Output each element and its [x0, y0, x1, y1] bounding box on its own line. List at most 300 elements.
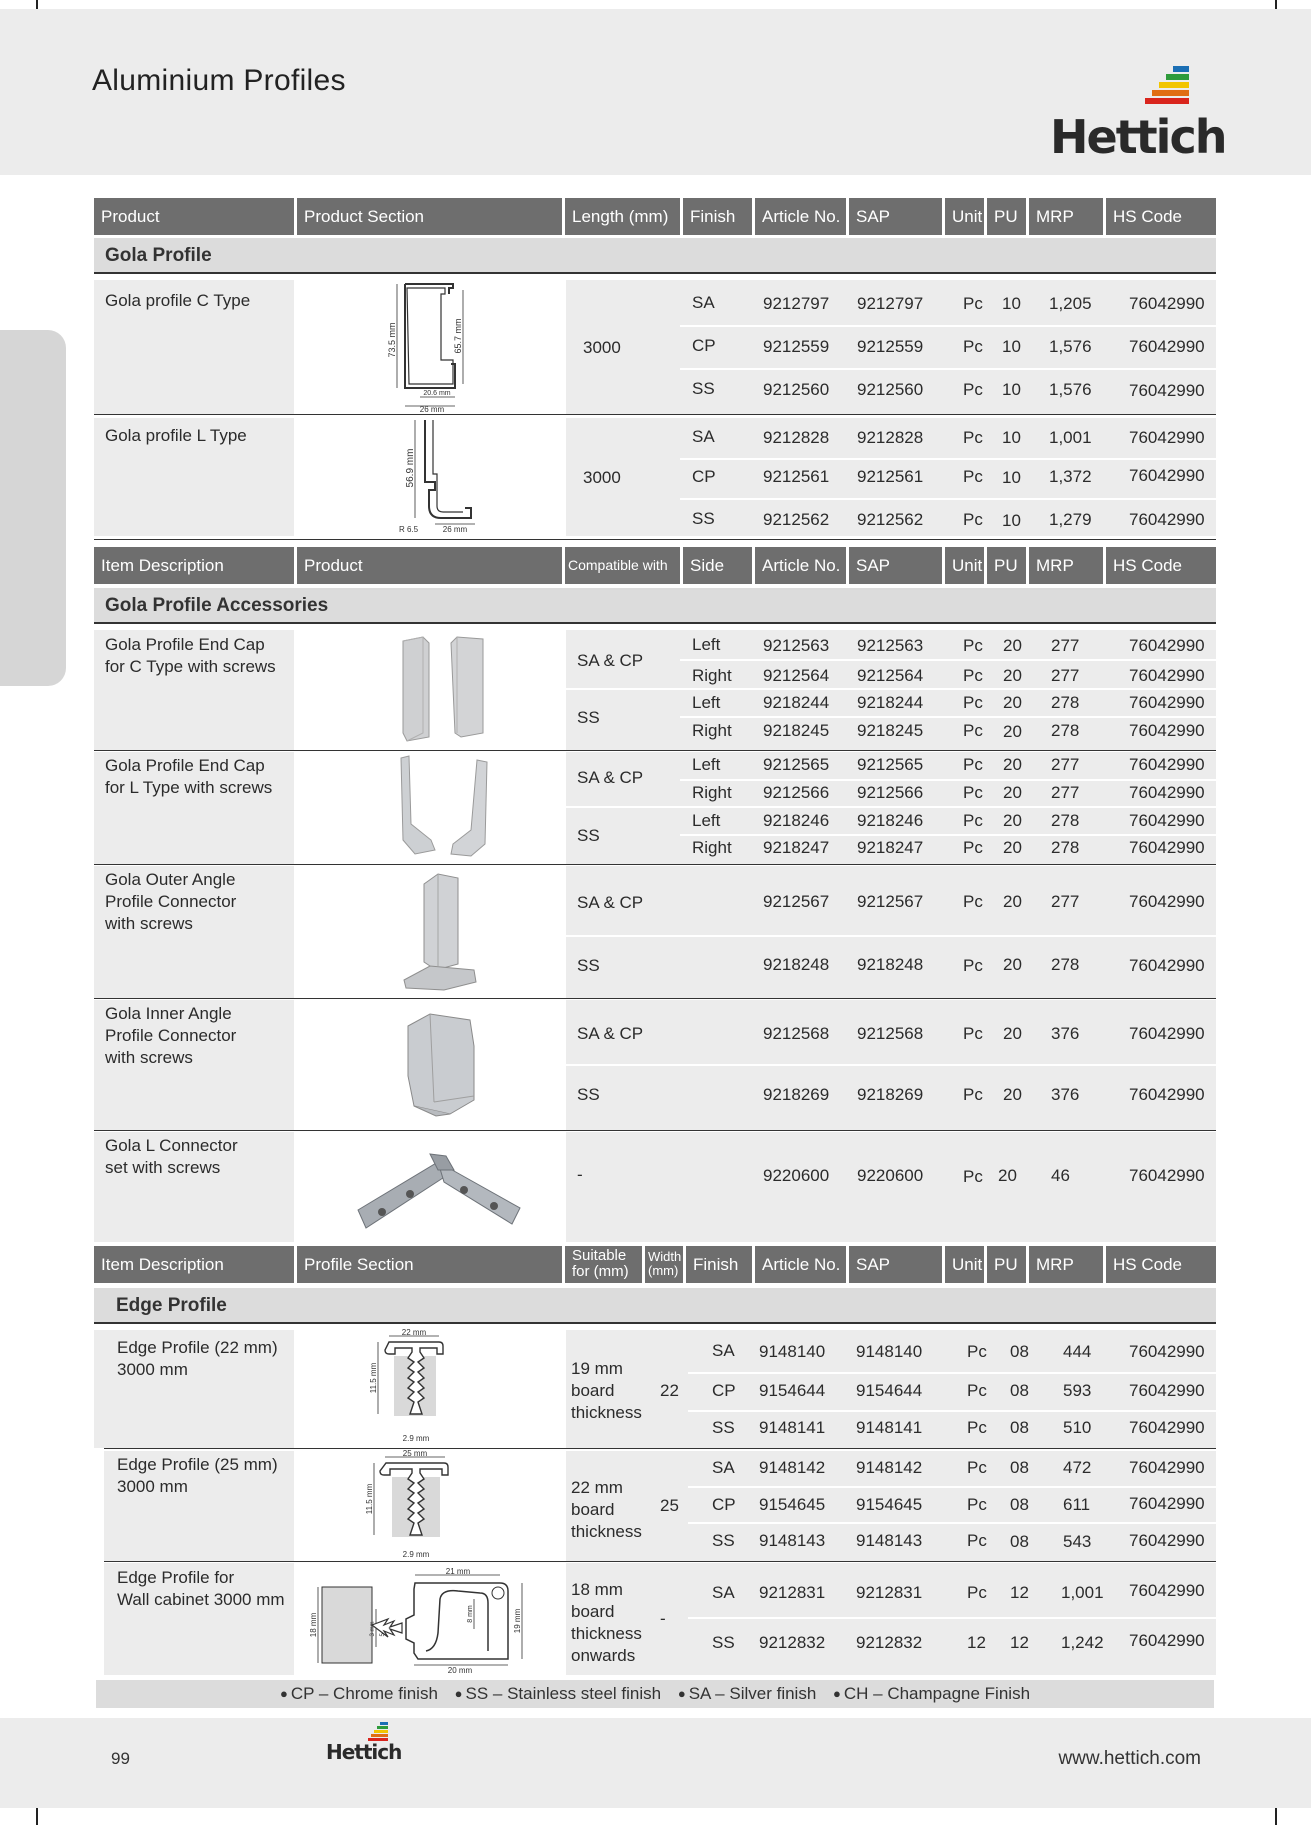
mrp-cell: 593: [1063, 1381, 1092, 1400]
mrp-cell: 1,205: [1049, 294, 1092, 313]
side-cell: Right: [692, 721, 732, 740]
sap-cell: 9154644: [856, 1381, 923, 1400]
finish-cell: CP: [692, 467, 716, 486]
mrp-cell: 278: [1051, 838, 1080, 857]
desc-line: 3000 mm: [117, 1477, 188, 1496]
compat-cell: SA & CP: [577, 651, 644, 670]
col-unit: Unit: [945, 198, 987, 235]
desc-line: Gola Profile End Cap: [105, 635, 265, 654]
mrp-cell: 278: [1051, 811, 1080, 830]
item-description: [117, 1454, 278, 1498]
hs-cell: 76042990: [1129, 892, 1205, 911]
item-description: [105, 1003, 236, 1069]
gola-l-section-diagram: [395, 418, 485, 536]
row-divider: [104, 1561, 1216, 1562]
article-cell: 9212566: [763, 783, 830, 802]
mrp-cell: 277: [1051, 892, 1080, 911]
desc-line: Edge Profile (25 mm): [117, 1455, 278, 1474]
desc-line: Gola L Connector: [105, 1136, 238, 1155]
sap-cell: 9212562: [857, 510, 924, 529]
compat-cell: SA & CP: [577, 768, 644, 787]
mrp-cell: 277: [1051, 666, 1080, 685]
sap-cell: 9212560: [857, 380, 924, 399]
col-pu: PU: [987, 1246, 1029, 1283]
mrp-cell: 510: [1063, 1418, 1092, 1437]
data-band: [566, 1132, 1216, 1242]
article-cell: 9218269: [763, 1085, 830, 1104]
unit-cell: Pc: [963, 811, 983, 830]
desc-line: Edge Profile for: [117, 1568, 235, 1587]
hs-cell: 76042990: [1129, 1458, 1205, 1477]
legend-text: CP – Chrome finish: [290, 1684, 438, 1703]
col-compatible: Compatible with: [565, 547, 683, 584]
item-description: [105, 755, 272, 799]
pu-cell: 20: [1003, 693, 1022, 712]
section-title: Gola Profile Accessories: [105, 595, 329, 616]
hs-cell: 76042990: [1129, 956, 1205, 975]
dim-label: 18 mm: [309, 1612, 318, 1638]
pu-cell: 20: [1003, 838, 1022, 857]
desc-line: set with screws: [105, 1158, 221, 1177]
dim-label: 22 mm: [401, 1328, 427, 1337]
hs-cell: 76042990: [1129, 1494, 1205, 1513]
sap-cell: 9212797: [857, 294, 924, 313]
crop-mark: [1275, 1805, 1277, 1825]
finish-cell: SA: [712, 1341, 735, 1360]
dim-label: 20.6 mm: [423, 390, 451, 397]
sap-cell: 9218248: [857, 955, 924, 974]
mrp-cell: 1,001: [1049, 428, 1092, 447]
row-divider: [94, 864, 1216, 865]
pu-cell: 12: [1010, 1633, 1029, 1652]
logo-stripe-yellow: [374, 1730, 388, 1733]
suitable-line: onwards: [571, 1646, 636, 1665]
finish-legend: [96, 1680, 1214, 1708]
finish-cell: SA: [712, 1458, 735, 1477]
col-width: Width (mm): [645, 1246, 686, 1283]
suitable-line: 18 mm: [571, 1580, 623, 1599]
sap-cell: 9212567: [857, 892, 924, 911]
compat-cell: SS: [577, 708, 600, 727]
unit-cell: Pc: [967, 1495, 987, 1514]
row-divider: [688, 1486, 1216, 1488]
finish-cell: SA: [692, 293, 715, 312]
logo-stripe-blue: [380, 1722, 388, 1725]
logo-stripe-yellow: [1159, 82, 1189, 88]
pu-cell: 20: [1003, 892, 1022, 911]
row-divider: [566, 806, 1216, 808]
unit-cell: Pc: [963, 636, 983, 655]
logo-stripe-blue: [1173, 66, 1189, 72]
hs-cell: 76042990: [1129, 1381, 1205, 1400]
suitable-for-cell: [571, 1477, 642, 1543]
sap-cell: 9148140: [856, 1342, 923, 1361]
mrp-cell: 277: [1051, 783, 1080, 802]
legend-item: [678, 1684, 816, 1703]
unit-cell: Pc: [963, 428, 983, 447]
article-cell: 9212832: [759, 1633, 826, 1652]
desc-line: for L Type with screws: [105, 778, 273, 797]
hs-cell: 76042990: [1129, 783, 1205, 802]
pu-cell: 20: [1003, 955, 1022, 974]
finish-cell: SA: [692, 427, 715, 446]
logo-stripes: [1145, 66, 1190, 116]
compat-cell: SA & CP: [577, 1024, 644, 1043]
sap-cell: 9154645: [856, 1495, 923, 1514]
desc-line: 3000 mm: [117, 1360, 188, 1379]
col-hs: HS Code: [1106, 1246, 1216, 1283]
hs-cell: 76042990: [1129, 1531, 1205, 1550]
row-divider: [688, 1522, 1216, 1524]
length-value: 3000: [583, 468, 621, 487]
side-tab: [0, 330, 66, 686]
item-description: [105, 634, 276, 678]
logo-stripe-green: [1166, 74, 1189, 80]
product-name: Gola profile L Type: [105, 426, 247, 445]
hs-cell: 76042990: [1129, 1418, 1205, 1437]
col-unit: Unit: [945, 547, 987, 584]
finish-cell: CP: [692, 336, 716, 355]
mrp-cell: 472: [1063, 1458, 1092, 1477]
pu-cell: 08: [1010, 1458, 1029, 1477]
pu-cell: 10: [1002, 337, 1021, 356]
dim-label: 11.5 mm: [365, 1483, 374, 1515]
article-cell: 9218247: [763, 838, 830, 857]
suitable-line: board: [571, 1381, 615, 1400]
article-cell: 9154644: [759, 1381, 826, 1400]
row-divider: [680, 458, 1216, 460]
col-mrp: MRP: [1029, 547, 1106, 584]
dim-label: 56.9 mm: [405, 448, 416, 488]
row-divider: [104, 1448, 1216, 1449]
unit-cell: Pc: [963, 294, 983, 313]
article-cell: 9212831: [759, 1583, 826, 1602]
unit-cell: Pc: [963, 956, 983, 975]
article-cell: 9148141: [759, 1418, 826, 1437]
sap-cell: 9148141: [856, 1418, 923, 1437]
article-cell: 9212568: [763, 1024, 830, 1043]
mrp-cell: 277: [1051, 636, 1080, 655]
dim-label: 2.9 mm: [402, 1550, 430, 1559]
suitable-line: thickness: [571, 1403, 642, 1422]
col-suitable-for: Suitable for (mm): [565, 1246, 645, 1283]
unit-cell: Pc: [963, 467, 983, 486]
footer-url[interactable]: www.hettich.com: [1058, 1748, 1201, 1769]
suitable-for-cell: [571, 1579, 642, 1667]
sap-cell: 9148142: [856, 1458, 923, 1477]
unit-cell: Pc: [963, 1167, 983, 1186]
hs-cell: 76042990: [1129, 693, 1205, 712]
pu-cell: 20: [1003, 755, 1022, 774]
unit-cell: Pc: [963, 380, 983, 399]
desc-line: Profile Connector: [105, 1026, 237, 1045]
page-number: 99: [111, 1749, 130, 1768]
col-hs: HS Code: [1106, 547, 1216, 584]
article-cell: 9212563: [763, 636, 830, 655]
compat-cell: SA & CP: [577, 893, 644, 912]
row-divider: [680, 834, 1216, 836]
sap-cell: 9218247: [857, 838, 924, 857]
desc-line: with screws: [105, 1048, 193, 1067]
mrp-cell: 1,372: [1049, 467, 1092, 486]
accessories-header: [94, 547, 1216, 584]
hs-cell: 76042990: [1129, 337, 1205, 356]
dim-label: R 6.5: [399, 525, 419, 534]
section-accessories: [94, 588, 1216, 624]
section-edge-profile: [94, 1288, 1216, 1324]
finish-cell: CP: [712, 1381, 736, 1400]
edge-profile-wall-cabinet-diagram: [310, 1563, 540, 1675]
sap-cell: 9218246: [857, 811, 924, 830]
data-band: [566, 866, 1216, 998]
unit-cell: Pc: [967, 1342, 987, 1361]
desc-line: Wall cabinet 3000 mm: [117, 1590, 285, 1609]
row-divider: [566, 688, 1216, 690]
mrp-cell: 278: [1051, 693, 1080, 712]
pu-cell: 20: [1003, 1085, 1022, 1104]
col-length: Length (mm): [565, 198, 683, 235]
col-finish: Finish: [686, 1246, 755, 1283]
row-divider: [680, 716, 1216, 718]
dim-label: 19 mm: [513, 1608, 522, 1634]
suitable-line: thickness: [571, 1624, 642, 1643]
unit-cell: Pc: [967, 1583, 987, 1602]
mrp-cell: 1,576: [1049, 337, 1092, 356]
unit-cell: Pc: [963, 666, 983, 685]
sap-cell: 9212559: [857, 337, 924, 356]
item-description: [117, 1337, 278, 1381]
pu-cell: 10: [1002, 511, 1021, 530]
sap-cell: 9218245: [857, 721, 924, 740]
col-article: Article No.: [755, 1246, 849, 1283]
row-divider: [94, 1130, 1216, 1131]
width-cell: 22: [660, 1381, 679, 1400]
article-cell: 9148140: [759, 1342, 826, 1361]
pu-cell: 10: [1002, 380, 1021, 399]
mrp-cell: 1,576: [1049, 380, 1092, 399]
article-cell: 9212565: [763, 755, 830, 774]
article-cell: 9212797: [763, 294, 830, 313]
legend-item: [833, 1684, 1030, 1703]
unit-cell: Pc: [963, 337, 983, 356]
logo-stripe-orange: [1152, 90, 1189, 96]
bullet-icon: ●: [454, 1686, 463, 1701]
dim-label: 26 mm: [419, 405, 445, 414]
hs-cell: 76042990: [1129, 1085, 1205, 1104]
hs-cell: 76042990: [1129, 721, 1205, 740]
compat-cell: SS: [577, 1085, 600, 1104]
dim-label: 21 mm: [445, 1567, 471, 1576]
finish-cell: SS: [692, 379, 715, 398]
side-cell: Right: [692, 783, 732, 802]
sap-cell: 9212568: [857, 1024, 924, 1043]
row-divider: [566, 1064, 1216, 1066]
article-cell: 9212562: [763, 510, 830, 529]
row-divider: [94, 750, 1216, 751]
side-cell: Left: [692, 755, 721, 774]
hs-cell: 76042990: [1129, 811, 1205, 830]
desc-line: Edge Profile (22 mm): [117, 1338, 278, 1357]
hs-cell: 76042990: [1129, 1342, 1205, 1361]
row-divider: [680, 659, 1216, 661]
col-item-description: Item Description: [94, 547, 297, 584]
suitable-line: 19 mm: [571, 1359, 623, 1378]
row-divider: [680, 325, 1216, 327]
article-cell: 9154645: [759, 1495, 826, 1514]
side-cell: Left: [692, 693, 721, 712]
hs-cell: 76042990: [1129, 381, 1205, 400]
desc-line: Gola Profile End Cap: [105, 756, 265, 775]
hs-cell: 76042990: [1129, 294, 1205, 313]
mrp-cell: 277: [1051, 755, 1080, 774]
sap-cell: 9212565: [857, 755, 924, 774]
hs-cell: 76042990: [1129, 1024, 1205, 1043]
row-divider: [688, 1372, 1216, 1374]
article-cell: 9148143: [759, 1531, 826, 1550]
legend-text: SS – Stainless steel finish: [465, 1684, 662, 1703]
article-cell: 9218248: [763, 955, 830, 974]
edge-profile-22-diagram: [362, 1330, 472, 1448]
finish-cell: SA: [712, 1583, 735, 1602]
sap-cell: 9212831: [856, 1583, 923, 1602]
unit-cell: Pc: [967, 1418, 987, 1437]
finish-cell: CP: [712, 1495, 736, 1514]
compat-cell: -: [577, 1165, 583, 1184]
col-product-section: Product Section: [297, 198, 565, 235]
pu-cell: 20: [1003, 666, 1022, 685]
finish-cell: SS: [712, 1418, 735, 1437]
col-pu: PU: [987, 198, 1029, 235]
hs-cell: 76042990: [1129, 755, 1205, 774]
article-cell: 9218245: [763, 721, 830, 740]
hs-cell: 76042990: [1129, 838, 1205, 857]
row-divider: [566, 935, 1216, 937]
col-sap: SAP: [849, 1246, 945, 1283]
pu-cell: 12: [1010, 1583, 1029, 1602]
finish-cell: SS: [692, 509, 715, 528]
desc-line: with screws: [105, 914, 193, 933]
section-gola-profile: [94, 238, 1216, 274]
edge-profile-25-diagram: [362, 1451, 472, 1561]
desc-line: for C Type with screws: [105, 657, 276, 676]
pu-cell: 20: [1003, 636, 1022, 655]
l-connector-image: [354, 1148, 524, 1234]
item-description: [105, 869, 236, 935]
unit-cell: Pc: [967, 1531, 987, 1550]
mrp-cell: 376: [1051, 1085, 1080, 1104]
pu-cell: 20: [1003, 722, 1022, 741]
item-description: [105, 1135, 238, 1179]
inner-angle-connector-image: [400, 1006, 490, 1124]
bullet-icon: ●: [279, 1686, 288, 1701]
article-cell: 9212559: [763, 337, 830, 356]
unit-cell: Pc: [963, 892, 983, 911]
hs-cell: 76042990: [1129, 428, 1205, 447]
width-cell: 25: [660, 1496, 679, 1515]
pu-cell: 08: [1010, 1495, 1029, 1514]
article-cell: 9212567: [763, 892, 830, 911]
hs-cell: 76042990: [1129, 666, 1205, 685]
section-title: Edge Profile: [116, 1295, 227, 1316]
unit-cell: Pc: [967, 1458, 987, 1477]
legend-text: SA – Silver finish: [688, 1684, 817, 1703]
outer-angle-connector-image: [400, 870, 490, 994]
dim-label: 73.5 mm: [387, 322, 397, 358]
hs-cell: 76042990: [1129, 1631, 1205, 1650]
hettich-logo: [1050, 66, 1226, 166]
col-mrp: MRP: [1029, 198, 1106, 235]
article-cell: 9218244: [763, 693, 830, 712]
hs-cell: 76042990: [1129, 466, 1205, 485]
crop-mark: [36, 1805, 38, 1825]
sap-cell: 9212564: [857, 666, 924, 685]
logo-stripe-orange: [371, 1734, 388, 1737]
mrp-cell: 1,242: [1061, 1633, 1104, 1652]
col-article: Article No.: [755, 198, 849, 235]
article-cell: 9212560: [763, 380, 830, 399]
suitable-line: thickness: [571, 1522, 642, 1541]
pu-cell: 20: [1003, 783, 1022, 802]
mrp-cell: 46: [1051, 1166, 1070, 1185]
length-value: 3000: [583, 338, 621, 357]
desc-line: Gola Inner Angle: [105, 1004, 232, 1023]
legend-item: [455, 1684, 661, 1703]
bullet-icon: ●: [677, 1686, 686, 1701]
pu-cell: 08: [1010, 1381, 1029, 1400]
pu-cell: 08: [1010, 1532, 1029, 1551]
col-profile-section: Profile Section: [297, 1246, 565, 1283]
col-article: Article No.: [755, 547, 849, 584]
sap-cell: 9212566: [857, 783, 924, 802]
section-title: Gola Profile: [105, 245, 212, 266]
gola-profile-header: [94, 198, 1216, 235]
sap-cell: 9218269: [857, 1085, 924, 1104]
sap-cell: 9212832: [856, 1633, 923, 1652]
sap-cell: 9220600: [857, 1166, 924, 1185]
desc-line: Profile Connector: [105, 892, 237, 911]
unit-cell: Pc: [963, 1085, 983, 1104]
col-product: Product: [297, 547, 565, 584]
mrp-cell: 444: [1063, 1342, 1092, 1361]
dim-label: 3 mm: [370, 1621, 376, 1637]
compat-cell: SS: [577, 956, 600, 975]
side-cell: Right: [692, 666, 732, 685]
pu-cell: 08: [1010, 1342, 1029, 1361]
hs-cell: 76042990: [1129, 510, 1205, 529]
unit-cell: Pc: [963, 1024, 983, 1043]
article-cell: 9220600: [763, 1166, 830, 1185]
suitable-line: 22 mm: [571, 1478, 623, 1497]
col-item-description: Item Description: [94, 1246, 297, 1283]
unit-cell: Pc: [963, 755, 983, 774]
dim-label: 8 mm: [467, 1605, 474, 1623]
dim-label: 65.7 mm: [453, 318, 463, 354]
row-divider: [94, 998, 1216, 999]
logo-stripe-red: [1145, 98, 1189, 104]
unit-cell: 12: [967, 1633, 986, 1652]
mrp-cell: 611: [1063, 1495, 1091, 1514]
suitable-line: board: [571, 1602, 615, 1621]
article-cell: 9218246: [763, 811, 830, 830]
mrp-cell: 1,279: [1049, 510, 1092, 529]
row-divider: [680, 498, 1216, 500]
pu-cell: 10: [1002, 468, 1021, 487]
hs-cell: 76042990: [1129, 1581, 1205, 1600]
col-sap: SAP: [849, 547, 945, 584]
row-divider: [94, 414, 1216, 415]
pu-cell: 20: [998, 1166, 1017, 1185]
col-unit: Unit: [945, 1246, 987, 1283]
